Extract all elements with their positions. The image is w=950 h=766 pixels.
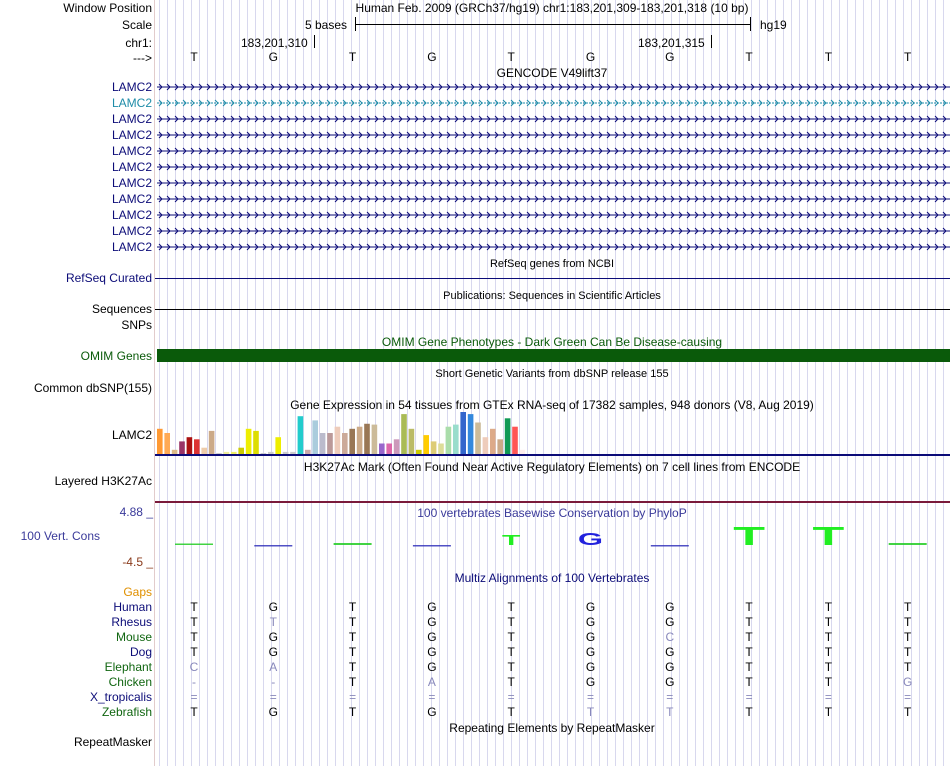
- gencode-transcript-label[interactable]: LAMC2: [111, 160, 152, 174]
- gtex-tissue-bar: [394, 439, 400, 454]
- strand-label: --->: [133, 51, 152, 65]
- gtex-tissue-bar: [379, 444, 385, 455]
- phylop-bar: [175, 544, 213, 546]
- multiz-base: G: [427, 705, 437, 719]
- base-letter: G: [268, 50, 278, 64]
- multiz-base: T: [824, 660, 833, 674]
- multiz-base: G: [427, 630, 437, 644]
- omim-track-title[interactable]: OMIM Gene Phenotypes - Dark Green Can Be Disease-causing: [381, 335, 723, 349]
- gtex-tissue-bar: [431, 441, 437, 454]
- gtex-tissue-bar: [497, 439, 503, 454]
- multiz-base: -: [271, 675, 276, 689]
- multiz-base: T: [348, 705, 357, 719]
- multiz-base: G: [268, 630, 278, 644]
- gtex-tissue-bar: [423, 435, 429, 454]
- refseq-track-label[interactable]: RefSeq Curated: [65, 271, 152, 285]
- coord-label-2: 183,201,315: [638, 36, 705, 50]
- gtex-tissue-bar: [453, 425, 459, 454]
- gtex-tissue-bar: [216, 453, 222, 454]
- gtex-tissue-bar: [416, 450, 422, 454]
- multiz-base: T: [745, 660, 753, 674]
- h3k27ac-signal-line[interactable]: [155, 501, 950, 503]
- gencode-transcript-line[interactable]: [155, 98, 950, 108]
- dbsnp-track-title[interactable]: Short Genetic Variants from dbSNP release 155: [435, 368, 669, 380]
- multiz-base: G: [268, 705, 278, 719]
- gtex-tissue-bar: [520, 450, 526, 454]
- base-letter: T: [824, 50, 833, 64]
- gtex-tissue-bar: [372, 425, 378, 454]
- scale-bar: [355, 17, 751, 31]
- h3k27ac-track-title[interactable]: H3K27Ac Mark (Often Found Near Active Regulatory Elements) on 7 cell lines from ENCODE: [303, 460, 801, 474]
- base-letter: T: [190, 50, 198, 64]
- gtex-tissue-bar: [357, 427, 363, 454]
- multiz-base: T: [745, 630, 753, 644]
- base-letter: G: [585, 50, 596, 64]
- gencode-transcript-line[interactable]: [155, 194, 950, 204]
- gtex-tissue-bar: [342, 433, 348, 454]
- multiz-base: T: [190, 600, 198, 614]
- gtex-tissue-bar: [283, 452, 289, 454]
- gencode-track-title[interactable]: GENCODE V49lift37: [496, 66, 608, 80]
- multiz-base: C: [665, 630, 675, 644]
- multiz-base: G: [665, 660, 675, 674]
- repeatmasker-track-label[interactable]: RepeatMasker: [73, 735, 152, 749]
- multiz-base: T: [507, 705, 515, 719]
- coord-label-1: 183,201,310: [241, 36, 308, 50]
- phylop-letter: T: [733, 521, 765, 551]
- phylop-track-label[interactable]: 100 Vert. Cons: [20, 529, 100, 543]
- gtex-tissue-bar: [157, 429, 163, 454]
- gtex-tissue-bar: [261, 453, 267, 454]
- gencode-transcript-label[interactable]: LAMC2: [111, 208, 152, 222]
- multiz-base: T: [507, 600, 515, 614]
- phylop-bar: [413, 545, 451, 547]
- gtex-tissue-bar: [401, 414, 407, 454]
- gtex-gene-label[interactable]: LAMC2: [111, 428, 152, 442]
- omim-gene-bar[interactable]: [157, 349, 950, 362]
- multiz-species-label[interactable]: Elephant: [104, 660, 152, 674]
- multiz-base: A: [269, 660, 278, 674]
- multiz-species-label[interactable]: Zebrafish: [101, 705, 152, 719]
- gtex-tissue-bar: [305, 450, 311, 454]
- base-letter: T: [507, 50, 515, 64]
- multiz-base: =: [824, 690, 832, 704]
- gtex-tissue-bar: [438, 444, 444, 455]
- gencode-transcript-line[interactable]: [155, 178, 950, 188]
- phylop-letter: G: [577, 528, 604, 550]
- phylop-bar: [254, 545, 292, 547]
- multiz-base: =: [269, 690, 277, 704]
- gencode-transcript-label[interactable]: LAMC2: [111, 240, 152, 254]
- multiz-base: G: [427, 615, 437, 629]
- gencode-transcript-label[interactable]: LAMC2: [111, 96, 152, 110]
- multiz-base: A: [427, 675, 436, 689]
- multiz-base: T: [824, 675, 833, 689]
- multiz-base: -: [192, 675, 196, 689]
- gtex-tissue-bar: [335, 427, 341, 454]
- base-letter: G: [427, 50, 437, 64]
- gtex-tissue-bar: [201, 448, 207, 454]
- gencode-transcript-line[interactable]: [155, 146, 950, 156]
- multiz-base: G: [665, 615, 675, 629]
- gtex-tissue-bar: [172, 450, 178, 454]
- gtex-tissue-bar: [386, 444, 392, 455]
- multiz-base: G: [665, 675, 675, 689]
- gtex-tissue-bar: [468, 414, 474, 454]
- gtex-tissue-bar: [268, 452, 274, 454]
- multiz-species-label[interactable]: Human: [113, 600, 152, 614]
- multiz-base: T: [745, 705, 753, 719]
- multiz-species-label[interactable]: Mouse: [115, 630, 152, 644]
- gtex-tissue-bar: [483, 437, 489, 454]
- multiz-base: G: [903, 675, 913, 689]
- multiz-base: T: [348, 600, 357, 614]
- gencode-transcript-line[interactable]: [155, 162, 950, 172]
- multiz-base: T: [904, 615, 912, 629]
- gencode-transcript-label[interactable]: LAMC2: [111, 144, 152, 158]
- multiz-base: T: [190, 705, 198, 719]
- omim-track-label[interactable]: OMIM Genes: [80, 349, 152, 363]
- phylop-letter: T: [812, 521, 845, 551]
- multiz-base: =: [190, 690, 198, 704]
- phylop-conservation-plot[interactable]: [155, 520, 950, 552]
- multiz-base: T: [190, 630, 198, 644]
- dbsnp-track-label[interactable]: Common dbSNP(155): [33, 381, 152, 395]
- multiz-base: T: [824, 600, 833, 614]
- phylop-bar: [889, 543, 927, 545]
- multiz-base: G: [665, 600, 675, 614]
- gtex-tissue-bar: [327, 433, 333, 454]
- gtex-tissue-bar: [253, 431, 259, 454]
- gtex-tissue-bar: [512, 427, 518, 454]
- multiz-base: G: [268, 600, 278, 614]
- multiz-base: T: [904, 660, 912, 674]
- multiz-base: T: [666, 705, 674, 719]
- multiz-base: T: [745, 600, 753, 614]
- multiz-species-label[interactable]: Rhesus: [111, 615, 152, 629]
- gtex-tissue-bar: [490, 429, 496, 454]
- gtex-tissue-bar: [246, 429, 252, 454]
- multiz-base: T: [190, 645, 198, 659]
- base-letter: T: [904, 50, 912, 64]
- sequences-label[interactable]: Sequences: [91, 302, 152, 316]
- multiz-base: =: [904, 690, 912, 704]
- gtex-tissue-bar: [349, 429, 355, 454]
- multiz-base: =: [349, 690, 357, 704]
- multiz-base: G: [427, 645, 437, 659]
- h3k27ac-track-label[interactable]: Layered H3K27Ac: [54, 474, 152, 488]
- multiz-base: T: [348, 630, 357, 644]
- gencode-transcript-label[interactable]: LAMC2: [111, 176, 152, 190]
- multiz-base: =: [586, 690, 594, 704]
- gtex-tissue-bar: [179, 441, 185, 454]
- window-position-text: Human Feb. 2009 (GRCh37/hg19) chr1:183,201,309-183,201,318 (10 bp): [355, 1, 749, 15]
- multiz-base: T: [586, 705, 595, 719]
- gtex-tissue-bar: [320, 433, 326, 454]
- gtex-tissue-bar: [231, 452, 237, 454]
- multiz-base: T: [348, 615, 357, 629]
- multiz-species-label[interactable]: Dog: [129, 645, 152, 659]
- multiz-base: T: [190, 615, 198, 629]
- multiz-base: T: [507, 630, 515, 644]
- scale-assembly: hg19: [760, 18, 787, 32]
- base-letter: T: [348, 50, 357, 64]
- gtex-tissue-bar: [275, 437, 281, 454]
- multiz-base: T: [904, 645, 912, 659]
- gencode-transcript-line[interactable]: [155, 226, 950, 236]
- multiz-base: =: [507, 690, 515, 704]
- multiz-base: T: [507, 645, 515, 659]
- multiz-base: G: [665, 645, 675, 659]
- window-position-label: Window Position: [63, 1, 152, 15]
- gencode-transcript-label[interactable]: LAMC2: [111, 224, 152, 238]
- multiz-base: T: [904, 705, 912, 719]
- gtex-tissue-bar: [187, 437, 193, 454]
- gtex-tissue-bar: [164, 433, 170, 454]
- gtex-tissue-bar: [446, 427, 452, 454]
- multiz-gaps-label[interactable]: Gaps: [123, 585, 152, 599]
- phylop-bar: [334, 543, 372, 545]
- multiz-base: T: [348, 675, 357, 689]
- multiz-base: T: [745, 615, 753, 629]
- gtex-track-title[interactable]: Gene Expression in 54 tissues from GTEx RNA-seq of 17382 samples, 948 donors (V8, Aug 2019): [290, 398, 814, 412]
- multiz-species-label[interactable]: X_tropicalis: [89, 690, 152, 704]
- multiz-base: G: [585, 600, 596, 614]
- multiz-base: C: [189, 660, 199, 674]
- gtex-tissue-bar: [475, 423, 481, 455]
- scale-text: 5 bases: [305, 18, 348, 32]
- multiz-base: G: [585, 660, 596, 674]
- refseq-gene-line[interactable]: [155, 278, 950, 279]
- multiz-base: G: [268, 645, 278, 659]
- multiz-base: G: [585, 615, 596, 629]
- phylop-min-label: -4.5 _: [122, 555, 153, 569]
- phylop-max-label: 4.88 _: [119, 505, 153, 519]
- multiz-base: T: [824, 645, 833, 659]
- coord-tick-2: [711, 35, 712, 48]
- gencode-transcript-label[interactable]: LAMC2: [111, 192, 152, 206]
- gtex-tissue-bar: [194, 439, 200, 454]
- multiz-base: T: [824, 705, 833, 719]
- multiz-base: T: [507, 615, 515, 629]
- gencode-transcript-label[interactable]: LAMC2: [111, 128, 152, 142]
- multiz-base: T: [269, 615, 277, 629]
- gtex-expression-chart[interactable]: [155, 410, 950, 456]
- gtex-tissue-bar: [209, 431, 215, 454]
- gtex-tissue-bar: [460, 412, 466, 454]
- repeatmasker-track-title[interactable]: Repeating Elements by RepeatMasker: [449, 721, 655, 735]
- multiz-base: T: [745, 645, 753, 659]
- multiz-base: =: [666, 690, 674, 704]
- gencode-transcript-line[interactable]: [155, 210, 950, 220]
- multiz-base: T: [745, 675, 753, 689]
- multiz-base: T: [824, 615, 833, 629]
- multiz-base: T: [348, 645, 357, 659]
- publications-line[interactable]: [155, 309, 950, 310]
- gtex-tissue-bar: [224, 452, 230, 454]
- base-letter: T: [745, 50, 753, 64]
- phylop-letter: T: [502, 532, 521, 549]
- gencode-transcript-label[interactable]: LAMC2: [111, 80, 152, 94]
- gtex-tissue-bar: [238, 448, 244, 454]
- phylop-bar: [651, 545, 689, 547]
- gtex-tissue-bar: [505, 418, 511, 454]
- gtex-tissue-bar: [290, 452, 296, 454]
- coord-tick-1: [314, 35, 315, 48]
- snps-label[interactable]: SNPs: [121, 318, 152, 332]
- gencode-transcript-line[interactable]: [155, 82, 950, 92]
- chr-label: chr1:: [125, 36, 152, 50]
- multiz-base: G: [585, 630, 596, 644]
- multiz-base: G: [585, 645, 596, 659]
- multiz-base: T: [904, 630, 912, 644]
- multiz-base: G: [427, 660, 437, 674]
- multiz-base: G: [585, 675, 596, 689]
- multiz-base: =: [428, 690, 436, 704]
- phylop-track-title[interactable]: 100 vertebrates Basewise Conservation by PhyloP: [417, 506, 687, 520]
- multiz-base: T: [348, 660, 357, 674]
- base-letter: G: [665, 50, 675, 64]
- multiz-base: T: [904, 600, 912, 614]
- gencode-transcript-label[interactable]: LAMC2: [111, 112, 152, 126]
- publications-track-title[interactable]: Publications: Sequences in Scientific Articles: [443, 290, 661, 302]
- multiz-base: =: [745, 690, 753, 704]
- scale-label: Scale: [121, 18, 152, 32]
- multiz-track-title[interactable]: Multiz Alignments of 100 Vertebrates: [454, 571, 650, 585]
- multiz-base: T: [507, 660, 515, 674]
- multiz-base: G: [427, 600, 437, 614]
- gtex-tissue-bar: [364, 424, 370, 454]
- gtex-tissue-bar: [312, 420, 318, 454]
- multiz-base: T: [507, 675, 515, 689]
- multiz-base: T: [824, 630, 833, 644]
- gtex-tissue-bar: [409, 429, 415, 454]
- gencode-transcript-line[interactable]: [155, 114, 950, 124]
- refseq-track-title[interactable]: RefSeq genes from NCBI: [489, 258, 615, 270]
- multiz-species-label[interactable]: Chicken: [108, 675, 152, 689]
- gencode-transcript-line[interactable]: [155, 130, 950, 140]
- gencode-transcript-line[interactable]: [155, 242, 950, 252]
- gtex-tissue-bar: [298, 416, 304, 454]
